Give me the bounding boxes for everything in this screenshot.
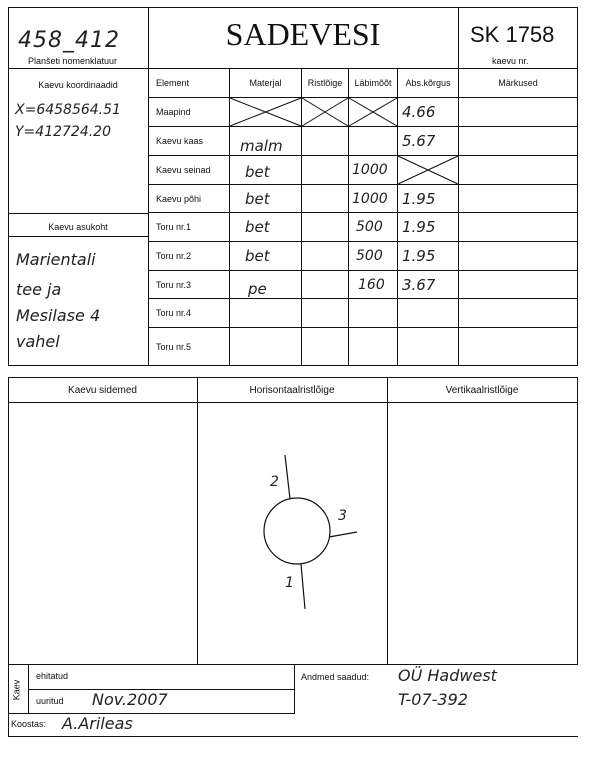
- toru1-abs: 1.95: [402, 218, 436, 236]
- col-header-ristloige: Ristlõige: [307, 78, 343, 88]
- ehitatud-label: ehitatud: [36, 671, 69, 681]
- coords-label: Kaevu koordinaadid: [38, 80, 118, 90]
- row-element-toru-5: Toru nr.5: [156, 341, 192, 352]
- row-element-toru-4: Toru nr.4: [156, 308, 192, 318]
- pohi-materjal: bet: [245, 189, 270, 208]
- kaevu-nr-label: kaevu nr.: [492, 56, 529, 66]
- row-element-maapind: Maapind: [156, 107, 191, 117]
- col-header-abs-korgus: Abs.kõrgus: [405, 78, 451, 88]
- nomenklatuur-label: Planšeti nomenklatuur: [28, 56, 118, 66]
- uuritud-value: Nov.2007: [92, 690, 168, 709]
- coord-x: X=6458564.51: [15, 102, 121, 118]
- pipe-label-1: 1: [285, 575, 294, 591]
- toru1-labimoot: 500: [356, 219, 383, 235]
- row-element-toru-2: Toru nr.2: [156, 251, 192, 261]
- row-element-toru-3: Toru nr.3: [156, 279, 192, 290]
- toru3-materjal: pe: [248, 279, 267, 298]
- pohi-labimoot: 1000: [352, 190, 388, 207]
- row-element-kaevu-seinad: Kaevu seinad: [156, 165, 211, 175]
- kaevu-nr-text: SK 1758: [470, 22, 555, 47]
- pipe-label-2: 2: [270, 474, 279, 490]
- col-header-materjal: Materjal: [249, 78, 282, 88]
- seinad-labimoot: 1000: [352, 162, 388, 178]
- vertikaalristloige-header: Vertikaalristlõige: [445, 385, 519, 396]
- kaev-label: Kaev: [11, 679, 22, 701]
- col-header-labimoot: Läbimõõt: [354, 78, 392, 88]
- koostas-label: Koostas:: [11, 719, 47, 729]
- kaas-materjal: malm: [240, 137, 283, 155]
- col-header-markused: Märkused: [498, 78, 538, 88]
- pohi-abs: 1.95: [402, 189, 436, 208]
- uuritud-label: uuritud: [36, 696, 64, 706]
- page-title: SADEVESI: [225, 16, 381, 52]
- andmed-saadud-label: Andmed saadud:: [301, 672, 370, 682]
- row-element-kaevu-kaas: Kaevu kaas: [156, 136, 204, 146]
- kaevu-sidemed-header: Kaevu sidemed: [68, 385, 137, 396]
- pipe-label-3: 3: [338, 508, 347, 524]
- toru2-materjal: bet: [245, 247, 270, 265]
- asukoht-label: Kaevu asukoht: [48, 222, 108, 232]
- nomenklatuur-value: 458_412: [18, 28, 120, 53]
- asukoht-line-1: Marientali: [16, 250, 96, 269]
- seinad-materjal: bet: [245, 163, 270, 181]
- toru2-labimoot: 500: [356, 248, 383, 264]
- row-element-kaevu-pohi: Kaevu põhi: [156, 193, 202, 204]
- asukoht-line-3: Mesilase 4: [16, 306, 101, 325]
- andmed-line-2: T-07-392: [398, 690, 468, 709]
- horisontaalristloige-header: Horisontaalristlõige: [249, 385, 335, 396]
- maapind-abs: 4.66: [402, 103, 436, 121]
- row-element-toru-1: Toru nr.1: [156, 222, 192, 232]
- andmed-line-1: OÜ Hadwest: [398, 666, 497, 685]
- manhole-sketch: [197, 403, 387, 664]
- asukoht-line-2: tee ja: [16, 280, 62, 299]
- coord-y: Y=412724.20: [15, 124, 111, 140]
- col-header-element: Element: [156, 78, 190, 88]
- toru1-materjal: bet: [245, 218, 270, 236]
- koostas-value: A.Arileas: [62, 714, 133, 733]
- kaas-abs: 5.67: [402, 132, 436, 150]
- toru2-abs: 1.95: [402, 247, 436, 265]
- toru3-labimoot: 160: [358, 276, 385, 293]
- toru3-abs: 3.67: [402, 275, 436, 294]
- asukoht-line-4: vahel: [16, 332, 60, 351]
